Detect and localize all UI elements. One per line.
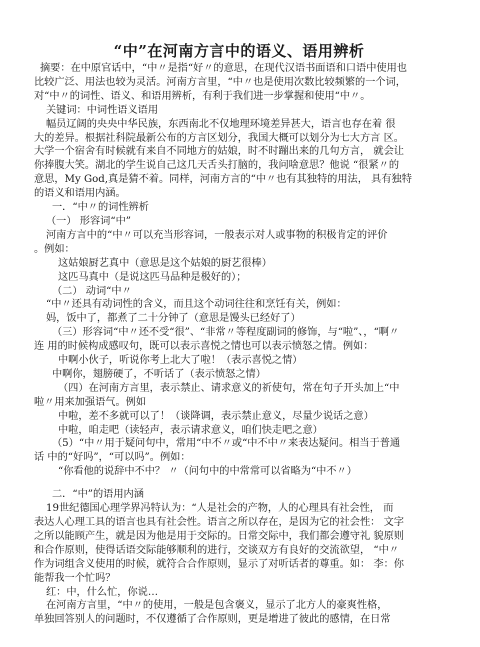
text-line: （二） 动词“中〃 — [52, 285, 132, 297]
text-line: 比较广泛、用法也较为灵活。河南方言里，“中〃也是使用次数比较频繁的一个词， — [34, 76, 406, 88]
text-line: 中啊小伙子，听说你考上北大了啦！（表示喜悦之情） — [58, 355, 303, 367]
text-line: 19世纪德国心理学界冯特认为：“人是社会的产物，人的心理具有社会性， 而 — [46, 503, 394, 515]
text-line: 连 用的时候构成感叹句，既可以表示喜悦之情也可以表示愤怒之情。例如： — [34, 341, 374, 353]
paragraph-gap — [34, 479, 444, 488]
text-line: 红：中，什么忙，你说… — [46, 586, 159, 598]
text-line: 大的差异。根据社科院最新公布的方言区划分，我国大概可以划分为七大方言 区。 — [34, 132, 404, 144]
text-line: 啦〃用来加强语气。例如 — [34, 396, 147, 408]
text-line: 妈，饭中了，都煮了二十分钟了（意思是馒头已经好了） — [46, 313, 301, 325]
text-line: 单独回答别人的问题时，不仅遵循了合作原则，更是增进了彼此的感情，在日常 — [34, 614, 391, 626]
text-line: 的语义和语用内涵。 — [34, 188, 126, 200]
text-line: 中啊你，翅膀硬了，不听话了（表示愤怒之情） — [52, 368, 266, 380]
text-line: 你捧腹大笑。湖北的学生说自己这几天舌头打脑的，我问啥意思？他说 “很紧〃的 — [34, 160, 400, 172]
text-line: 这匹马真中（是说这匹马品种是极好的）； — [58, 271, 247, 283]
text-line: 中啦，差不多就可以了！（谈降调，表示禁止意义，尽量少说话之意） — [58, 410, 374, 422]
text-line: 能帮我一个忙吗？ — [34, 572, 116, 584]
document-title: “中”在河南方言中的语义、语用辨析 — [113, 42, 365, 60]
text-line: 对“中〃的词性、语义、和语用辨析，有利于我们进一步掌握和使用“中〃。 — [34, 90, 371, 102]
text-line: 和合作原则，使得话语交际能够顺利的进行，交谈双方有良好的交流欲望， “中〃 — [34, 544, 400, 556]
text-line: “你看他的说辞中不中？ 〃（问句中的中常常可以省略为“中不〃） — [58, 466, 357, 478]
text-line: 河南方言中的“中〃可以充当形容词，一般表示对人或事物的积极肯定的评价 — [46, 229, 388, 241]
text-line: （四）在河南方言里，表示禁止、请求意义的祈使句，常在句子开头加上“中 — [58, 382, 400, 394]
text-line: 关键词：中词性语义语用 — [46, 104, 159, 116]
text-line: 大学一个宿舍有时候就有来自不同地方的姑娘，时不时蹦出来的几句方言， 就会让 — [34, 146, 404, 158]
text-line: 二．“中”的语用内涵 — [52, 489, 144, 501]
text-line: 表达人心理工具的语言也具有社会性。语言之所以存在，是因为它的社会性： 文字 — [34, 517, 404, 528]
text-line: （三）形容词“中〃还不受“很”、“非常〃等程度副词的修饰，与“啦”、，“啊〃 — [52, 327, 400, 339]
text-line: 之所以能顾产生，就是因为他是用于交际的。日常交际中，我们都会遵守礼 貌原则 — [34, 530, 404, 542]
text-line: 作为词组含义使用的时候，就符合合作原则，显示了对听话者的尊重。如： 李：你 — [34, 558, 404, 570]
document-body — [34, 62, 444, 627]
text-line: 。例如： — [34, 243, 75, 255]
text-line: （5）“中〃用于疑问句中，常用“中不〃或“中不中〃来表达疑问。相当于普通 — [52, 438, 401, 450]
text-line: 一．“中〃的词性辨析 — [52, 202, 149, 214]
text-line: 这姑娘厨艺真中（意思是这个姑娘的厨艺很棒） — [58, 257, 272, 269]
text-line: 话 中的“好吗”，“可以吗”。例如： — [34, 452, 191, 464]
text-line: 在河南方言里，“中〃的使用，一般是包含褒义，显示了北方人的豪爽性格， — [46, 600, 388, 612]
text-line: 意思，My God,真是猜不着。同样，河南方言的“中〃也有其独特的用法， 具有独特 — [34, 174, 412, 186]
text-line: 摘要：在中原官话中，“中〃是指“好〃的意思，在现代汉语书面语和口语中使用也 — [40, 63, 407, 74]
text-line: 幅员辽阔的央央中华民族，东西南北不仅地理环境差异甚大，语言也存在着 很 — [46, 118, 396, 130]
text-line: 中啦，咱走吧（读轻声，表示请求意义，咱们快走吧之意） — [58, 424, 323, 436]
text-line: （一） 形容词“中” — [46, 215, 131, 227]
text-line: “中〃还具有动词性的含义，而且这个动词往往和烹饪有关，例如： — [46, 299, 347, 311]
